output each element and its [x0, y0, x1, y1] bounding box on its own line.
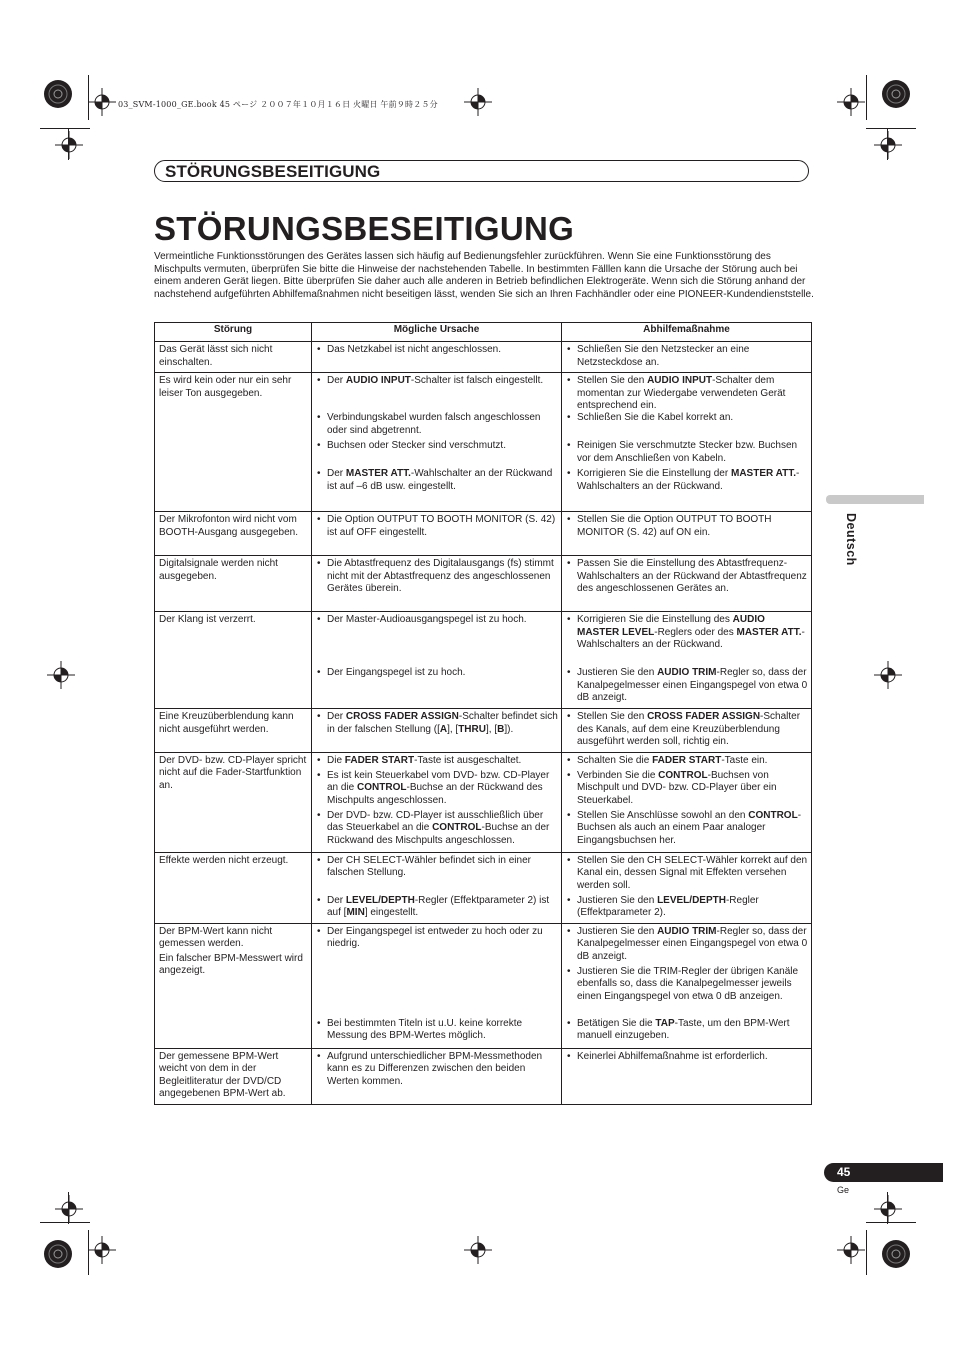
- cause-cell: • Aufgrund unterschiedlicher BPM-Messmethoden kann es zu Differenzen zwischen den beiden Werten kommen.: [312, 1048, 562, 1104]
- page-number-badge: [824, 1163, 943, 1182]
- cause-cell: • Der CH SELECT-Wähler befindet sich in einer falschen Stellung. • Der LEVEL/DEPTH-Regler (Effektparameter 2) ist auf [MIN] eingestellt.: [312, 852, 562, 923]
- table-row: [155, 852, 812, 923]
- cause-cell: • Der CROSS FADER ASSIGN-Schalter befindet sich in der falschen Stellung ([A], [THRU], [B]).: [312, 709, 562, 753]
- crosshair-target-icon: [47, 661, 75, 689]
- crosshair-target-icon: [88, 1236, 116, 1264]
- page-number: 45: [837, 1165, 851, 1179]
- remedy-cell: • Stellen Sie die Option OUTPUT TO BOOTH MONITOR (S. 42) auf ON ein.: [562, 512, 812, 556]
- remedy-cell: • Stellen Sie den CROSS FADER ASSIGN-Schalter des Kanals, auf dem eine Kreuzüberblendung ausgeführt werden soll, richtig ein.: [562, 709, 812, 753]
- problem-cell: Der DVD- bzw. CD-Player spricht nicht auf die Fader-Startfunktion an.: [155, 752, 312, 852]
- table-row: [155, 556, 812, 612]
- cause-cell: • Die Abtastfrequenz des Digitalausgangs (fs) stimmt nicht mit der Abtastfrequenz des angeschlossenen Gerätes überein.: [312, 556, 562, 612]
- crosshair-target-icon: [874, 131, 902, 159]
- table-row: [155, 512, 812, 556]
- table-row: [155, 1048, 812, 1104]
- troubleshooting-table: [154, 322, 812, 1105]
- cause-cell: • Die FADER START-Taste ist ausgeschaltet. • Es ist kein Steuerkabel vom DVD- bzw. CD-Player an die CONTROL-Buchse an der Rückwand des Mischpults angeschlossen. • Der DVD- bzw. CD-Player ist ausschließlich über das Steuerkabel an die CONTROL-Buchse an der Rückwand des Mischpults angeschlossen.: [312, 752, 562, 852]
- cause-cell: • Die Option OUTPUT TO BOOTH MONITOR (S. 42) ist auf OFF eingestellt.: [312, 512, 562, 556]
- column-header-cause: Mögliche Ursache: [312, 323, 562, 342]
- section-header: [154, 160, 809, 182]
- problem-cell: Das Gerät lässt sich nicht einschalten.: [155, 342, 312, 373]
- page-title: STÖRUNGSBESEITIGUNG: [154, 210, 575, 247]
- remedy-cell: • Schalten Sie die FADER START-Taste ein. • Verbinden Sie die CONTROL-Buchsen von Mischpult und DVD- bzw. CD-Player über ein Steuerkabel. • Stellen Sie Anschlüsse sowohl an den CONTROL-Buchsen als auch an einem Paar analoger Eingangsbuchsen her.: [562, 752, 812, 852]
- remedy-cell: • Passen Sie die Einstellung des Abtastfrequenz-Wahlschalters an der Rückwand der Abtastfrequenz des angeschlossenen Gerätes an.: [562, 556, 812, 612]
- remedy-cell: • Keinerlei Abhilfemaßnahme ist erforderlich.: [562, 1048, 812, 1104]
- problem-cell: Der Mikrofonton wird nicht vom BOOTH-Ausgang ausgegeben.: [155, 512, 312, 556]
- crosshair-target-icon: [55, 1195, 83, 1223]
- table-row: [155, 373, 812, 512]
- crosshair-target-icon: [874, 1195, 902, 1223]
- crosshair-target-icon: [464, 1236, 492, 1264]
- page-language-code: Ge: [837, 1185, 850, 1195]
- column-header-remedy: Abhilfemaßnahme: [562, 323, 812, 342]
- table-row: [155, 752, 812, 852]
- problem-cell: Effekte werden nicht erzeugt.: [155, 852, 312, 923]
- remedy-cell: • Stellen Sie den CH SELECT-Wähler korrekt auf den Kanal ein, dessen Signal mit Effekten versehen werden soll. • Justieren Sie den LEVEL/DEPTH-Regler (Effektparameter 2).: [562, 852, 812, 923]
- registration-mark-icon: [42, 1238, 74, 1270]
- problem-cell: Es wird kein oder nur ein sehr leiser Ton ausgegeben.: [155, 373, 312, 512]
- problem-cell: Der BPM-Wert kann nicht gemessen werden. Ein falscher BPM-Messwert wird angezeigt.: [155, 923, 312, 1048]
- table-header-row: [155, 323, 812, 342]
- table-row: [155, 612, 812, 709]
- cause-cell: • Der Eingangspegel ist entweder zu hoch oder zu niedrig. • Bei bestimmten Titeln ist u.U. keine korrekte Messung des BPM-Wertes möglich.: [312, 923, 562, 1048]
- crosshair-target-icon: [874, 661, 902, 689]
- registration-mark-icon: [880, 1238, 912, 1270]
- registration-mark-icon: [42, 78, 74, 110]
- language-tab: [842, 513, 858, 573]
- section-header-label: STÖRUNGSBESEITIGUNG: [165, 162, 381, 181]
- cause-cell: • Das Netzkabel ist nicht angeschlossen.: [312, 342, 562, 373]
- crosshair-target-icon: [464, 88, 492, 116]
- problem-cell: Digitalsignale werden nicht ausgegeben.: [155, 556, 312, 612]
- crosshair-target-icon: [837, 88, 865, 116]
- registration-mark-icon: [880, 78, 912, 110]
- remedy-cell: • Korrigieren Sie die Einstellung des AUDIO MASTER LEVEL-Reglers oder des MASTER ATT.-Wahlschalters an der Rückwand. • Justieren Sie den AUDIO TRIM-Regler so, dass der Kanalpegelmesser einen Eingangspegel von etwa 0 dB anzeigt.: [562, 612, 812, 709]
- intro-paragraph: Vermeintliche Funktionsstörungen des Gerätes lassen sich häufig auf Bedienungsfehler zurückführen. Wenn Sie eine Funktionsstörung des Mischpults vermuten, überprüfen Sie bitte die Hinweise der nachstehenden Tabelle. In bestimmten Fälllen kann die Ursache der Störung auch bei einem anderen Gerät liegen. Bitte überprüfen Sie daher auch alle anderen in Betrieb befindlichen Elektrogeräte. Wenn sich die Störung anhand der nachstehend aufgeführten Abhilfemaßnahmen nicht beseitigen lässt, wenden Sie sich an Ihren Fachhändler oder eine PIONEER-Kundendienststelle.: [154, 251, 814, 300]
- problem-cell: Eine Kreuzüberblendung kann nicht ausgeführt werden.: [155, 709, 312, 753]
- cause-cell: • Der Master-Audioausgangspegel ist zu hoch. • Der Eingangspegel ist zu hoch.: [312, 612, 562, 709]
- table-row: [155, 709, 812, 753]
- print-info: 03_SVM-1000_GE.book 45 ページ ２００７年１０月１６日 火曜日 午前９時２５分: [118, 100, 438, 109]
- column-header-problem: Störung: [155, 323, 312, 342]
- table-row: [155, 342, 812, 373]
- language-tab-label: Deutsch: [844, 513, 858, 566]
- table-row: [155, 923, 812, 1048]
- language-tab-bar: [826, 495, 924, 504]
- problem-cell: Der gemessene BPM-Wert weicht von dem in der Begleitliteratur der DVD/CD angegebenen BPM-Wert ab.: [155, 1048, 312, 1104]
- remedy-cell: • Justieren Sie den AUDIO TRIM-Regler so, dass der Kanalpegelmesser einen Eingangspegel von etwa 0 dB anzeigt. • Justieren Sie die TRIM-Regler der übrigen Kanäle ebenfalls so, dass die Kanalpegelmesser jeweils einen Eingangspegel von etwa 0 dB anzeigen. • Betätigen Sie die TAP-Taste, um den BPM-Wert manuell einzugeben.: [562, 923, 812, 1048]
- crosshair-target-icon: [88, 88, 116, 116]
- crosshair-target-icon: [55, 131, 83, 159]
- cause-cell: • Der AUDIO INPUT-Schalter ist falsch eingestellt. • Verbindungskabel wurden falsch angeschlossen oder sind abgetrennt. • Buchsen oder Stecker sind verschmutzt. • Der MASTER ATT.-Wahlschalter an der Rückwand ist auf –6 dB usw. eingestellt.: [312, 373, 562, 512]
- remedy-cell: • Stellen Sie den AUDIO INPUT-Schalter dem momentan zur Wiedergabe verwendeten Gerät entsprechend ein. • Schließen Sie die Kabel korrekt an. • Reinigen Sie verschmutzte Stecker bzw. Buchsen vor dem Anschließen von Kabeln. • Korrigieren Sie die Einstellung der MASTER ATT.-Wahlschalters an der Rückwand.: [562, 373, 812, 512]
- crosshair-target-icon: [837, 1236, 865, 1264]
- remedy-cell: • Schließen Sie den Netzstecker an eine Netzsteckdose an.: [562, 342, 812, 373]
- problem-cell: Der Klang ist verzerrt.: [155, 612, 312, 709]
